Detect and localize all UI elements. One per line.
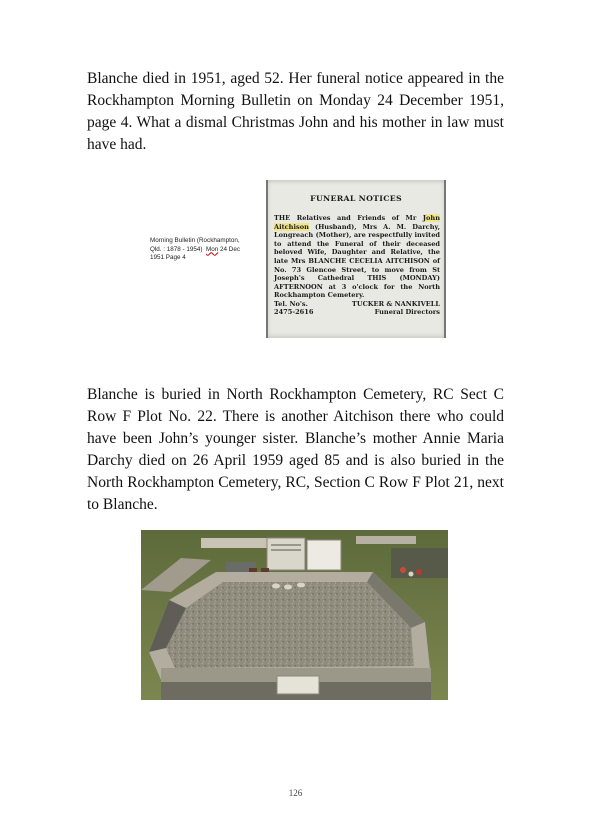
- clipping-body-rest: (Husband), Mrs A. M. Darchy, Longreach (Mother), are respectfully invited to attend the Funeral of their deceased beloved Wife, Daughter and Relative, the late Mrs BLANCHE CECELIA AITCHISON of No. 73 Glencoe Street, to move from St Joseph's Cathedral THIS (MONDAY) AFTERNOON at 3 o'clock for the North Rockhampton Cemetery.: [274, 222, 440, 300]
- clipping-tel-number: 2475-2616: [274, 308, 314, 317]
- caption-line-2-text: Qld. : 1878 - 1954): [150, 245, 203, 253]
- caption-line-3: 1951 Page 4: [150, 254, 186, 262]
- paragraph-burial: Blanche is buried in North Rockhampton Cemetery, RC Sect C Row F Plot No. 22. There is another Aitchison there who could have been John’s younger sister. Blanche’s mother Annie Maria Darchy died on 26 April 1959 aged 85 and is also buried in the North Rockhampton Cemetery, RC, Section C Row F Plot 21, next to Blanche.: [87, 386, 504, 513]
- clipping-footer-left: [274, 300, 313, 317]
- clipping-footer: [266, 300, 446, 317]
- caption-line-2-date: 24 Dec: [220, 245, 240, 253]
- newspaper-clipping: [266, 180, 446, 338]
- caption-line-2: [150, 246, 262, 255]
- page-number: 126: [288, 788, 303, 798]
- clipping-footer-right: [352, 300, 440, 317]
- clipping-right-edge: [444, 180, 446, 338]
- grave-photo-image: [141, 530, 448, 700]
- clipping-body-start: THE Relatives and Friends of Mr: [274, 214, 417, 222]
- caption-line-2-mon: Mon: [206, 245, 219, 253]
- clipping-highlight: John Aitchison: [274, 214, 441, 231]
- clipping-tel-label: Tel. No's.: [274, 299, 308, 308]
- clipping-caption: [150, 237, 262, 263]
- clipping-left-edge: [266, 180, 268, 338]
- clipping-heading: FUNERAL NOTICES: [310, 194, 402, 203]
- paragraph-funeral-notice: Blanche died in 1951, aged 52. Her funeral notice appeared in the Rockhampton Morning Bulletin on Monday 24 December 1951, page 4. What a dismal Christmas John and his mother in law must have had.: [87, 70, 504, 153]
- clipping-director-title: Funeral Directors: [374, 308, 440, 317]
- grave-photo: [141, 530, 448, 700]
- caption-line-1: Morning Bulletin (Rockhampton,: [150, 237, 240, 244]
- clipping-body: [266, 214, 446, 300]
- clipping-director-name: TUCKER & NANKIVELL: [351, 299, 440, 308]
